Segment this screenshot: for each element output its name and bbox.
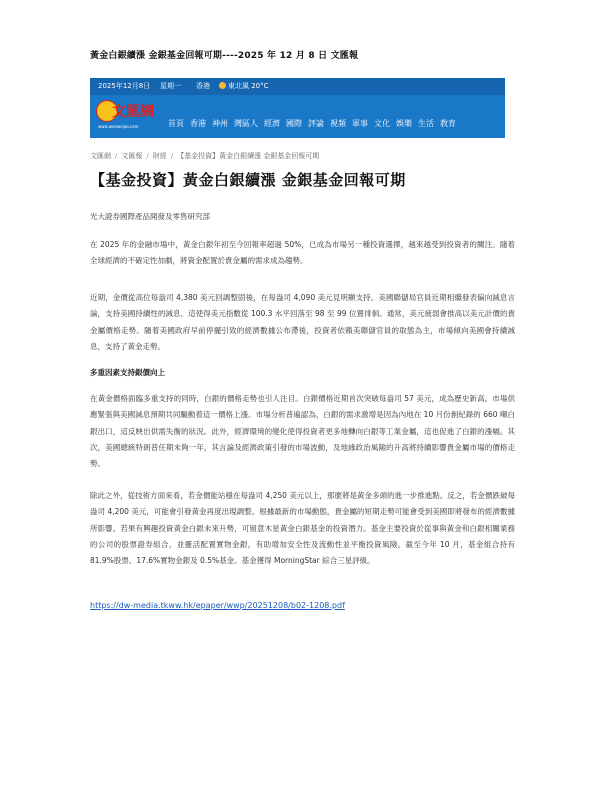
nav-item-lifestyle[interactable]: 生活 (418, 119, 434, 128)
logo-subtext: www.wenweipo.com (98, 124, 139, 129)
banner-weather (219, 78, 269, 95)
nav-item-entertainment[interactable]: 娛樂 (396, 119, 412, 128)
site-banner (90, 78, 505, 138)
article-paragraph: 近期，金價從高位每盎司 4,380 美元回調整固後，在每盎司 4,090 美元見明顯支持。美國聯儲局官員近期相繼發表偏向減息言論，支持美國持續性的減息，這使得美元指數從 100.3 水平回落至 98 至 99 位置徘徊。通常，美元疲弱會推高以美元計價的貴金屬價格走勢。隨着美國政府早前停擺引致的經濟數據公布滯後，投資者依賴美聯儲官員的取態為主，市場傾向美國會持續減息，支持了黃金走勢。 (90, 293, 515, 351)
article-paragraph: 在黃金價格面臨多重支持的同時，白銀的價格走勢也引人注目。白銀價格近期首次突破每盎司 57 美元，成為歷史新高。市場供應緊張與美國減息預期共同驅動着這一價格上漲。市場分析普遍認為，白銀的需求激增是因為內地在 10 月份創紀錄的 660 噸白銀出口，這反映出供需失衡的狀況。此外，經濟環境的變化使得投資者更多地轉向白銀等工業金屬，這也促進了白銀的漲幅。其次，美國總統特朗普任期未夠一年，其言論及經濟政策引發的市場波動，及地緣政治風險的升高將持續影響貴金屬市場的價格走勢。 (90, 394, 515, 469)
article-paragraph: 除此之外，從技術方面來看，若金價能站穩在每盎司 4,250 美元以上，那麼將是黃金多頭的進一步推進點。反之，若金價跌破每盎司 4,200 美元，可能會引發黃金再度出現調整。根據最新的市場動態，貴金屬的短期走勢可能會受到美國即將發布的經濟數據所影響。若果有興趣投資黃金白銀未來升勢，可留意木星黃金白銀基金的投資潛力。基金主要投資於從事與黃金和白銀相關業務的公司的股票證券組合，並靈活配置實物金銀，有助增加安全性及流動性並平衡投資風險。截至今年 10 月，基金組合持有 81.9%股票、17.6%實物金銀及 0.5%基金。基金獲得 MorningStar 綜合三星評級。 (90, 491, 515, 566)
article-title: 【基金投資】黃金白銀續漲 金銀基金回報可期 (90, 171, 406, 189)
page-heading: 黃金白銀續漲 金銀基金回報可期----2025 年 12 月 8 日 文匯報 (90, 51, 359, 61)
nav-item-video[interactable]: 視頻 (330, 119, 346, 128)
breadcrumb-separator: / (146, 152, 149, 160)
article-author: 光大證券國際產品開發及零售研究部 (90, 212, 210, 221)
breadcrumb-item[interactable]: 文匯網 (90, 152, 111, 160)
nav-item-economy[interactable]: 經濟 (264, 119, 280, 128)
nav-item-china[interactable]: 神州 (212, 119, 228, 128)
breadcrumb-separator: / (170, 152, 174, 160)
nav-item-education[interactable]: 教育 (440, 119, 456, 128)
article-subheading: 多重因素支持銀價向上 (90, 368, 165, 377)
nav-item-culture[interactable]: 文化 (374, 119, 390, 128)
nav-item-international[interactable]: 國際 (286, 119, 302, 128)
nav-item-commentary[interactable]: 評論 (308, 119, 324, 128)
article-paragraph: 在 2025 年的金融市場中，黃金白銀年初至今回報率超過 50%，已成為市場另一種投資選擇，越來越受到投資者的關注。隨着全球經濟的不確定性加劇，將資金配置於貴金屬的需求成為趨勢。 (90, 240, 515, 266)
banner-weather-text: 東北風 20°C (228, 82, 269, 90)
nav-item-hongkong[interactable]: 香港 (190, 119, 206, 128)
breadcrumb (90, 151, 319, 161)
banner-date: 2025年12月8日 (98, 82, 151, 90)
sun-icon (219, 82, 226, 89)
site-logo[interactable] (96, 98, 160, 134)
banner-info-bar (90, 78, 505, 95)
source-link[interactable]: https://dw-media.tkww.hk/epaper/wwp/20251208/b02-1208.pdf (90, 601, 345, 610)
logo-text: 文匯網 (112, 104, 154, 120)
main-nav (168, 111, 462, 128)
breadcrumb-item[interactable]: 財經 (152, 152, 167, 160)
banner-weekday: 星期一 (160, 82, 181, 90)
nav-item-military[interactable]: 軍事 (352, 119, 368, 128)
breadcrumb-separator: / (115, 152, 118, 160)
breadcrumb-current: 【基金投資】黃金白銀續漲 金銀基金回報可期 (177, 152, 320, 160)
banner-city: 香港 (196, 82, 210, 90)
breadcrumb-item[interactable]: 文匯報 (121, 152, 143, 160)
nav-item-greater-bay[interactable]: 灣區人 (234, 119, 258, 128)
nav-item-home[interactable]: 首頁 (168, 119, 184, 128)
